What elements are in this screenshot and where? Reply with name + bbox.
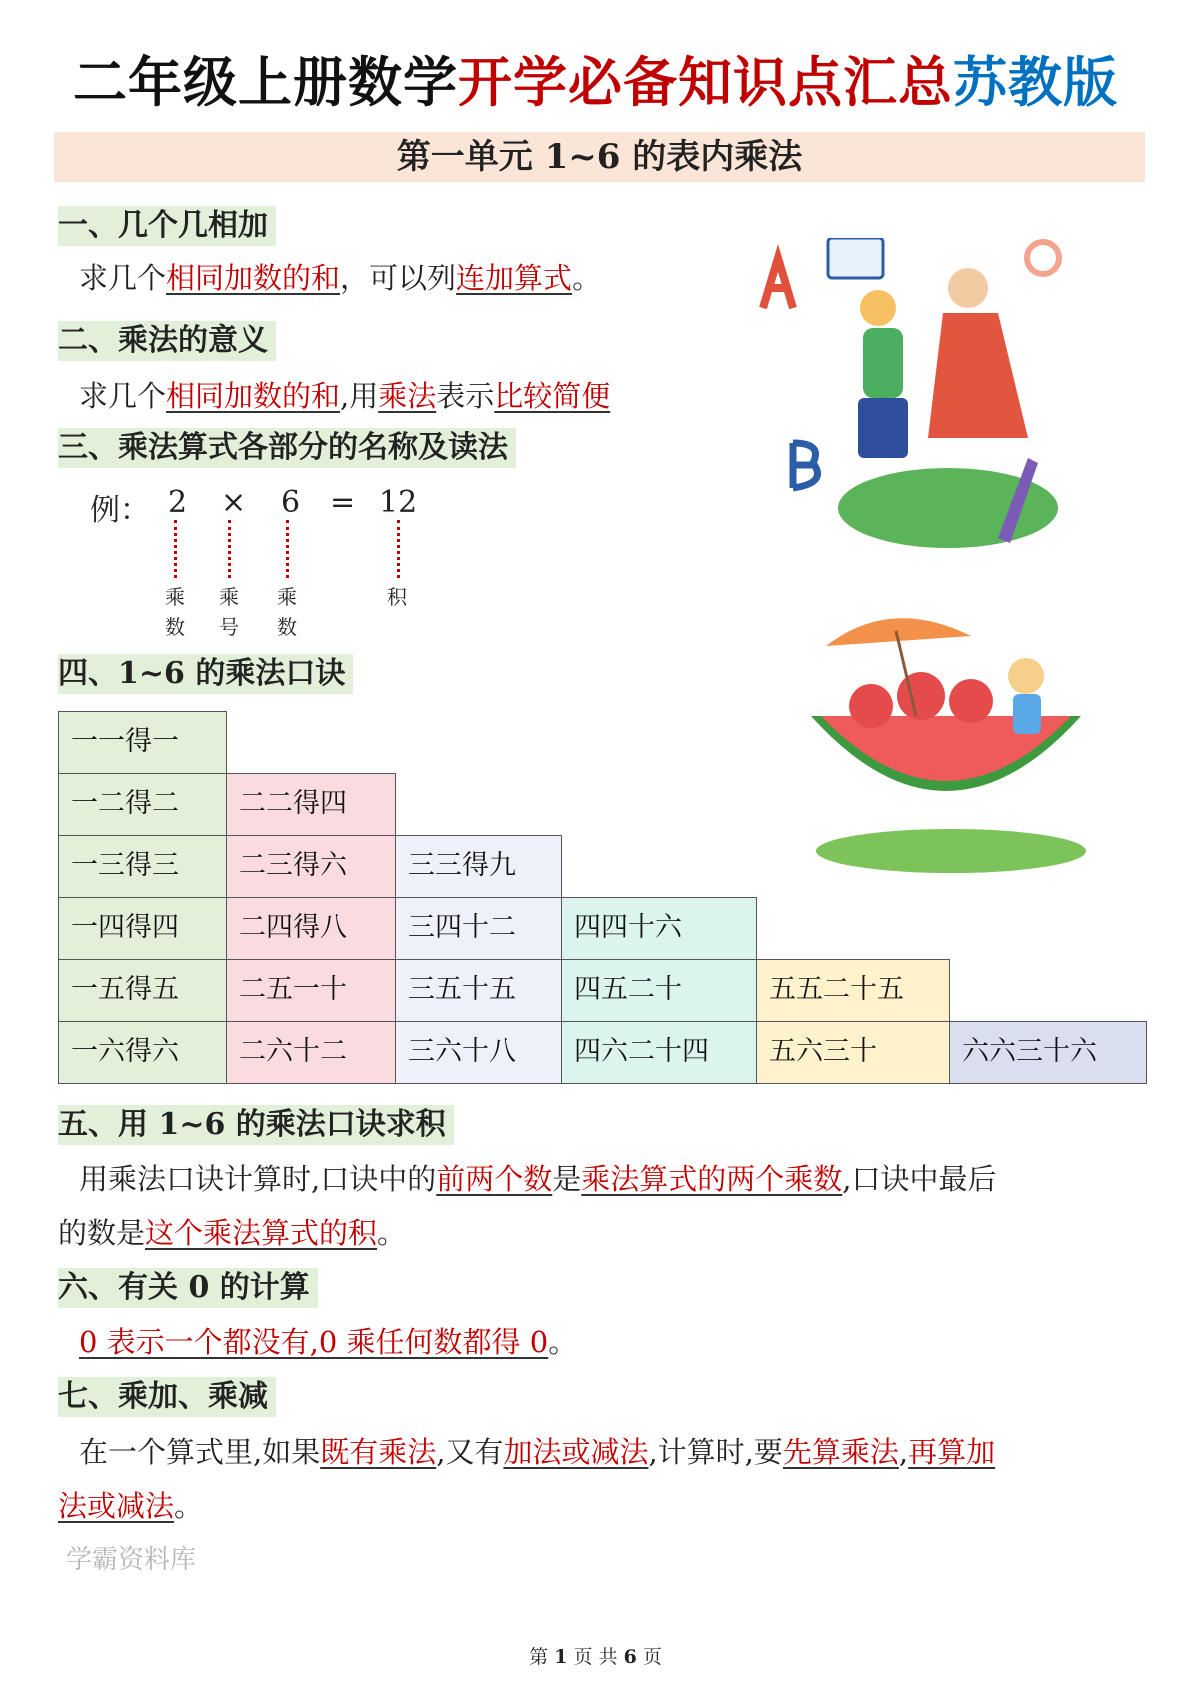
table-cell: 三三得九 bbox=[395, 835, 562, 898]
highlight: 相同加数的和 bbox=[166, 261, 341, 295]
dotted-connector bbox=[228, 520, 231, 578]
highlight: 前两个数 bbox=[436, 1162, 553, 1196]
label-char: 号 bbox=[219, 615, 239, 639]
text: 第 bbox=[529, 1646, 549, 1668]
example-label: 例： bbox=[90, 493, 150, 528]
page-number: 1 bbox=[554, 1646, 568, 1668]
page-title bbox=[0, 40, 1191, 117]
table-cell: 一三得三 bbox=[58, 835, 227, 898]
section-4-heading: 四、1~6 的乘法口诀 bbox=[58, 654, 353, 694]
label-factor bbox=[275, 582, 299, 642]
table-cell: 二五一十 bbox=[226, 959, 396, 1022]
label-factor bbox=[163, 582, 187, 642]
table-cell: 二二得四 bbox=[226, 773, 396, 836]
section-1-heading: 一、几个几相加 bbox=[58, 206, 276, 246]
table-cell: 二六十二 bbox=[226, 1021, 396, 1084]
section-7-heading: 七、乘加、乘减 bbox=[58, 1377, 276, 1417]
text: 表示 bbox=[436, 379, 495, 413]
text: 求几个 bbox=[79, 379, 167, 413]
label-char: 积 bbox=[387, 585, 407, 609]
label-char: 数 bbox=[277, 615, 297, 639]
section-7-text-line1 bbox=[79, 1432, 995, 1472]
example-result: 12 bbox=[379, 485, 418, 520]
example-factor-a: 2 bbox=[168, 485, 188, 520]
table-cell: 四六二十四 bbox=[561, 1021, 757, 1084]
page-footer bbox=[0, 1642, 1191, 1669]
title-part-2: 开学必备知识点汇总 bbox=[458, 51, 953, 114]
table-cell: 五五二十五 bbox=[756, 959, 950, 1022]
highlight: 先算乘法 bbox=[782, 1435, 899, 1469]
dotted-connector bbox=[397, 520, 400, 578]
text: 。 bbox=[572, 261, 602, 295]
table-cell: 一五得五 bbox=[58, 959, 227, 1022]
section-6-text bbox=[79, 1322, 577, 1362]
highlight: 比较简便 bbox=[494, 379, 611, 413]
section-3-heading: 三、乘法算式各部分的名称及读法 bbox=[58, 428, 516, 468]
text: 在一个算式里,如果 bbox=[79, 1435, 321, 1469]
section-7-text-line2 bbox=[58, 1486, 203, 1526]
text: ,又有 bbox=[436, 1435, 504, 1469]
dotted-connector bbox=[174, 520, 177, 578]
table-cell: 六六三十六 bbox=[949, 1021, 1147, 1084]
unit-title-band: 第一单元 1~6 的表内乘法 bbox=[54, 132, 1145, 182]
text: 求几个 bbox=[79, 261, 167, 295]
text: 页 共 bbox=[573, 1646, 618, 1668]
table-cell: 四四十六 bbox=[561, 897, 757, 960]
highlight: 0 表示一个都没有,0 乘任何数都得 0 bbox=[79, 1325, 549, 1359]
section-2-text bbox=[79, 376, 610, 416]
label-char: 乘 bbox=[165, 585, 185, 609]
label-product bbox=[385, 582, 409, 612]
table-cell: 一二得二 bbox=[58, 773, 227, 836]
highlight: 法或减法 bbox=[58, 1489, 175, 1523]
highlight: 加法或减法 bbox=[503, 1435, 649, 1469]
highlight: 相同加数的和 bbox=[166, 379, 341, 413]
example-factor-b: 6 bbox=[281, 485, 301, 520]
highlight: 这个乘法算式的积 bbox=[145, 1216, 378, 1250]
section-5-heading: 五、用 1~6 的乘法口诀求积 bbox=[58, 1105, 454, 1145]
label-char: 乘 bbox=[277, 585, 297, 609]
label-char: 数 bbox=[165, 615, 185, 639]
label-sign bbox=[217, 582, 241, 642]
text: ,用 bbox=[340, 379, 379, 413]
section-6-heading: 六、有关 0 的计算 bbox=[58, 1268, 318, 1308]
highlight: 连加算式 bbox=[456, 261, 573, 295]
example-operator: × bbox=[221, 485, 247, 520]
section-5-text-line2 bbox=[58, 1213, 406, 1253]
text: 。 bbox=[548, 1325, 578, 1359]
highlight: 乘法算式的两个乘数 bbox=[581, 1162, 843, 1196]
highlight: 再算加 bbox=[908, 1435, 996, 1469]
section-2-heading: 二、乘法的意义 bbox=[58, 321, 276, 361]
text: 的数是 bbox=[58, 1216, 146, 1250]
table-cell: 一一得一 bbox=[58, 711, 227, 774]
text: , bbox=[898, 1435, 909, 1469]
example-equals: = bbox=[330, 485, 356, 520]
text: ,口诀中最后 bbox=[842, 1162, 997, 1196]
table-cell: 二四得八 bbox=[226, 897, 396, 960]
text: 用乘法口诀计算时,口诀中的 bbox=[79, 1162, 437, 1196]
title-part-3: 苏教版 bbox=[953, 51, 1118, 114]
highlight: 既有乘法 bbox=[320, 1435, 437, 1469]
watermark: 学霸资料库 bbox=[66, 1545, 197, 1575]
text: 页 bbox=[642, 1646, 662, 1668]
watermelon-illustration bbox=[801, 606, 1088, 877]
table-cell: 二三得六 bbox=[226, 835, 396, 898]
title-part-1: 二年级上册数学 bbox=[73, 51, 458, 114]
highlight: 乘法 bbox=[378, 379, 437, 413]
text: ，可以列 bbox=[340, 261, 457, 295]
table-cell: 一四得四 bbox=[58, 897, 227, 960]
text: ,计算时,要 bbox=[648, 1435, 783, 1469]
text: 。 bbox=[377, 1216, 407, 1250]
kids-illustration bbox=[758, 238, 1094, 563]
total-pages: 6 bbox=[623, 1646, 637, 1668]
table-cell: 五六三十 bbox=[756, 1021, 950, 1084]
dotted-connector bbox=[286, 520, 289, 578]
table-cell: 四五二十 bbox=[561, 959, 757, 1022]
section-1-text bbox=[79, 258, 601, 298]
section-5-text-line1 bbox=[79, 1159, 997, 1199]
table-cell: 一六得六 bbox=[58, 1021, 227, 1084]
text: 。 bbox=[174, 1489, 204, 1523]
label-char: 乘 bbox=[219, 585, 239, 609]
table-cell: 三五十五 bbox=[395, 959, 562, 1022]
table-cell: 三六十八 bbox=[395, 1021, 562, 1084]
text: 是 bbox=[552, 1162, 582, 1196]
table-cell: 三四十二 bbox=[395, 897, 562, 960]
